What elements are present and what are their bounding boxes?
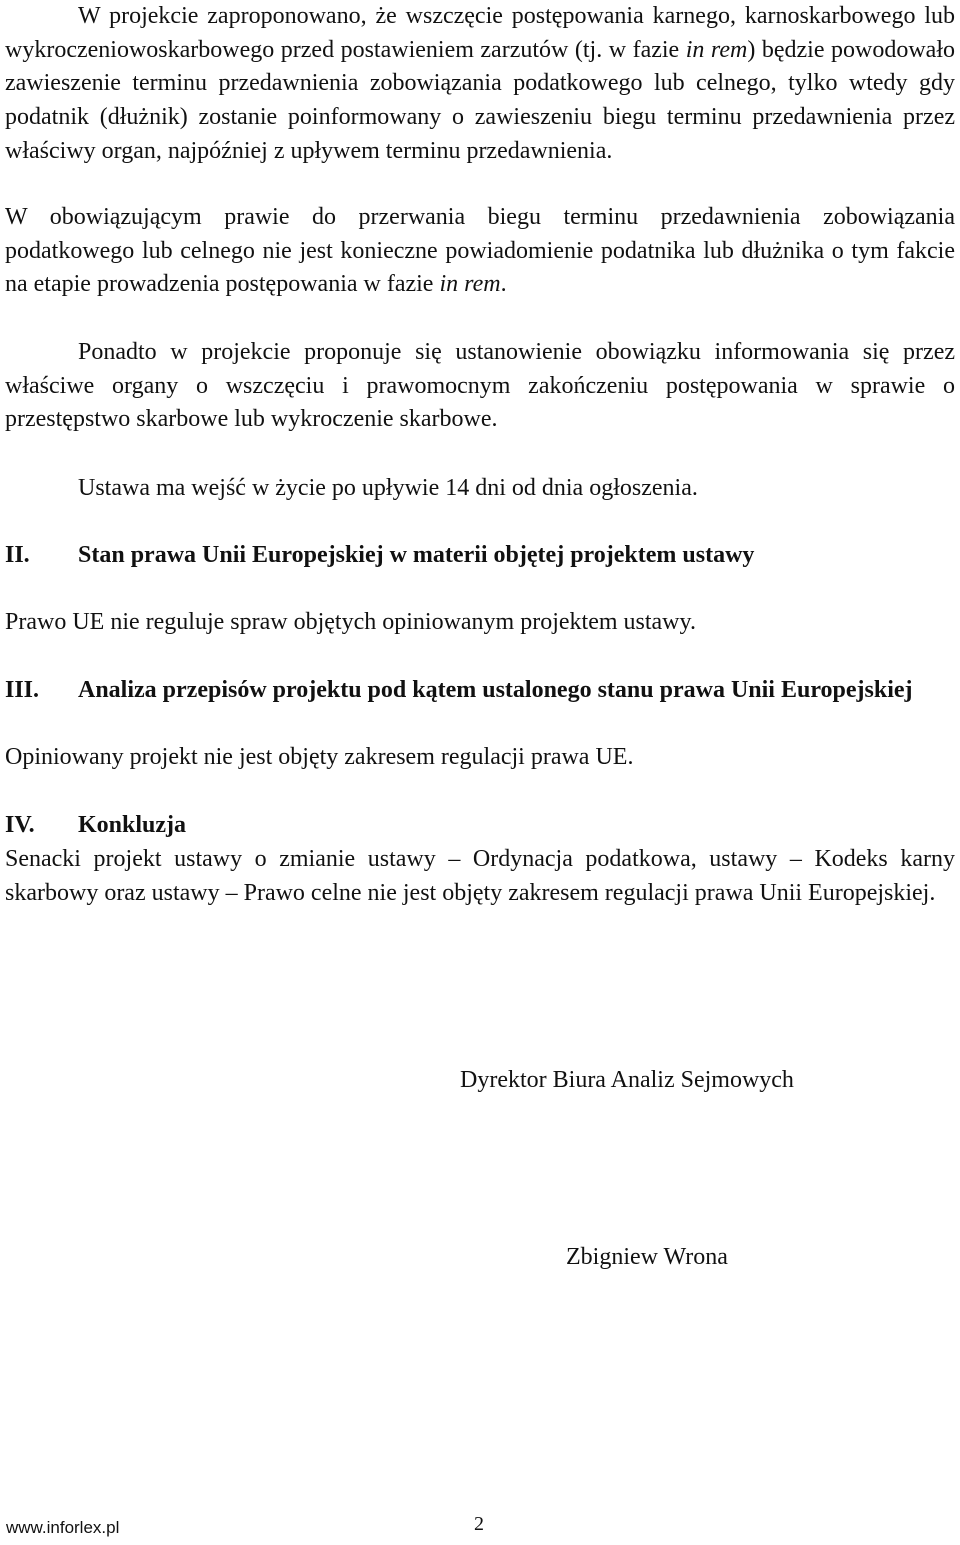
paragraph-entry-into-force — [5, 472, 955, 506]
paragraph-text: Ponadto w projekcie proponuje się ustanowienie obowiązku informowania się przez właściwe organy o wszczęciu i prawomocnym zakończeniu postępowania w sprawie o przestępstwo skarbowe lub wykroczenie skarbowe. — [5, 339, 955, 433]
section-number: II. — [5, 542, 30, 568]
section-body-iv — [5, 843, 955, 910]
section-body-ii — [5, 606, 955, 640]
paragraph-current-law — [5, 201, 955, 302]
paragraph-text: W obowiązującym prawie do przerwania biegu terminu przedawnienia zobowiązania podatkowego lub celnego nie jest konieczne powiadomienie podatnika lub dłużnika o tym fakcie na etapie prowadzenia postępowania w fazie in rem. — [5, 204, 955, 298]
paragraph-text: W projekcie zaproponowano, że wszczęcie postępowania karnego, karnoskarbowego lub wykroczeniowoskarbowego przed postawieniem zarzutów (tj. w fazie in rem) będzie powodowało zawieszenie terminu przedawnienia zobowiązania podatkowego lub celnego, tylko wtedy gdy podatnik (dłużnik) zostanie poinformowany o zawieszeniu biegu terminu przedawnienia przez właściwy organ, najpóźniej z upływem terminu przedawnienia. — [5, 3, 955, 164]
paragraph-text: Ustawa ma wejść w życie po upływie 14 dni od dnia ogłoszenia. — [78, 475, 698, 501]
section-body-text: Opiniowany projekt nie jest objęty zakresem regulacji prawa UE. — [5, 744, 634, 770]
section-title: Konkluzja — [78, 812, 187, 838]
section-body-iii — [5, 741, 955, 775]
paragraph-in-rem-proposal — [5, 0, 955, 169]
section-number: III. — [5, 677, 40, 703]
section-body-text: Senacki projekt ustawy o zmianie ustawy – Ordynacja podatkowa, ustawy – Kodeks karny skarbowy oraz ustawy – Prawo celne nie jest objęty zakresem regulacji prawa Unii Europejskiej. — [5, 846, 955, 906]
section-title: Stan prawa Unii Europejskiej w materii objętej projektem ustawy — [78, 542, 755, 568]
section-title: Analiza przepisów projektu pod kątem ustalonego stanu prawa Unii Europejskiej — [78, 677, 913, 703]
section-heading-iv — [5, 809, 955, 843]
page-number: 2 — [474, 1513, 484, 1535]
section-body-text: Prawo UE nie reguluje spraw objętych opiniowanym projektem ustawy. — [5, 609, 696, 635]
signature-name: Zbigniew Wrona — [566, 1244, 728, 1270]
section-number: IV. — [5, 812, 35, 838]
section-heading-iii — [5, 674, 955, 708]
footer-url: www.inforlex.pl — [6, 1518, 120, 1537]
signature-title: Dyrektor Biura Analiz Sejmowych — [460, 1067, 794, 1093]
paragraph-information-obligation — [5, 336, 955, 437]
section-heading-ii — [5, 539, 955, 573]
